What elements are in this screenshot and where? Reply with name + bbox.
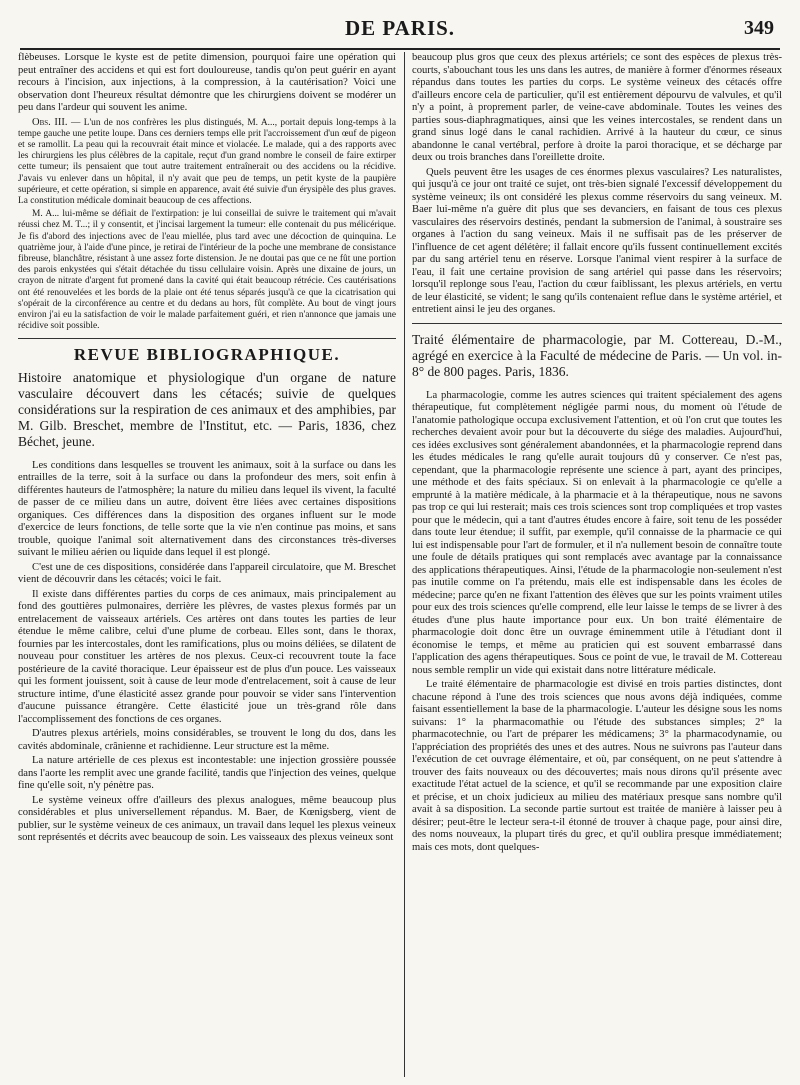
paragraph: C'est une de ces dispositions, considérée dans l'appareil circulatoire, que M. Breschet vient de découvrir dans les cétacés; voici le fait. [18, 561, 396, 586]
paragraph: beaucoup plus gros que ceux des plexus artériels; ce sont des espèces de plexus très-courts, s'abouchant tous les uns dans les autres, de manière à former d'énormes réseaux répandus dans toutes les parties du corps. Le système veineux des cétacés offre d'ailleurs encore cela de particulier, qu'il est entièrement dépourvu de valvules, et qu'il n'y a point, à proprement parler, de veine-cave abdominale. Toutes les veines des parties sous-diaphragmatiques, ainsi que les veines intercostales, se rendent dans un grand sinus logé dans le canal rachidien. Arrivé à la hauteur du cœur, ce sinus abandonne le canal vertébral, perfore à droite la paroi thoracique, et se décharge par deux ou trois branches dans l'oreillette droite. [412, 52, 782, 163]
right-column [412, 52, 782, 1080]
left-column [18, 52, 396, 1080]
divider [18, 338, 396, 339]
paragraph: Les conditions dans lesquelles se trouvent les animaux, soit à la surface ou dans les entrailles de la terre, soit à la surface ou dans la profondeur des mers, soit enfin à différentes hauteurs de l'atmosphère; la nature du milieu dans lequel ils vivent, la faculté de passer de ce milieu dans un autre, doivent être liées avec certaines dispositions organiques. Ces différences dans la disposition des organes influent sur le mode d'exercice de leurs fonctions, de telle sorte que la vie n'en continue pas moins, et sans trouble, quoique l'animal soit alternativement dans des circonstances très-diverses suivant le milieu aérien ou liquide dans lequel il est plongé. [18, 459, 396, 559]
observation-paragraph [18, 117, 396, 208]
paragraph: Quels peuvent être les usages de ces énormes plexus vasculaires? Les naturalistes, qui jusqu'à ce jour ont traité ce sujet, ont très-bien signalé l'excessif développement du système veineux; ils ont considéré les plexus comme réservoirs du sang veineux. M. Baer lui-même n'a guère dit plus que ses devanciers, en faisant de tous ces plexus vasculaires des réservoirs destinés, pendant la submersion de l'animal, à soustraire ses organes à l'action du sang veineux. Mais il ne suffisait pas de les préserver de l'influence de cet agent délétère; il fallait encore qu'ils fussent continuellement excités par du sang artériel tenu en réserve. Lorsque l'animal vient respirer à la surface de l'eau, il fait une certaine provision de sang artériel qui passe dans les réservoirs; lorsqu'il replonge sous l'eau, l'action du cœur faiblissant, les plexus artériels, en vertu de leur élasticité, se vident; le sang qu'ils contenaient reflue dans le système artériel, et entretient ainsi le jeu des organes. [412, 166, 782, 315]
paragraph: La pharmacologie, comme les autres sciences qui traitent spécialement des agens thérapeutique, fut complètement négligée parmi nous, du moment où l'étude de l'anatomie pathologique occupa exclusivement l'attention, et où l'on crut que toutes les recherches devaient avoir pour but la découverte du siége des maladies. Aujourd'hui, ces idées exclusives sont généralement abandonnées, et la pharmacologie reprend dans les études médicales le rang qu'elle aurait toujours dû y conserver. Ce n'est pas, cependant, que la pharmacologie représente une science à part, ayant des principes, une méthode et des faits spéciaux. Si on enlevait à la pharmacologie ce qu'elle a emprunté à la matière médicale, à la pharmacie et à la thérapeutique, nous ne savons pas trop ce qui lui resterait; mais ces trois sciences sont trop compliquées et trop vastes pour que le médecin, qui a tant d'autres études encore à faire, soit tenu de les posséder dans toute leur étendue; il suffit, par exemple, qu'il connaisse de la pharmacie ce qui lui est indispensable pour l'art de formuler, et il n'a nullement besoin de connaître toute une foule de détails pratiques qui sont remplacés avec avantage par la connaissance des applications thérapeutiques. Ainsi, l'étude de la pharmacologie non-seulement n'est pas inutile comme on l'a prétendu, mais elle est indispensable dans les écoles de médecine; parce qu'en ne fixant l'attention des élèves que sur les points vraiment utiles pour eux des trois sciences qu'elle comprend, elle leur laisse le temps de se livrer à des études d'une plus haute importance pour eux. Un bon traité élémentaire de pharmacologie doit donc être un ouvrage éminemment utile à l'étudiant dont il économise le temps, et même au praticien qui est souvent embarrassé dans l'application des agens thérapeutiques. Sous ce point de vue, le travail de M. Cottereau nous semble remplir un vide qui existait dans notre littérature médicale. [412, 389, 782, 676]
divider [412, 323, 782, 324]
observation-label: Obs. III. [32, 116, 68, 128]
paragraph: D'autres plexus artériels, moins considérables, se trouvent le long du dos, dans les cavités abdominale, crânienne et rachidienne. Leur structure est la même. [18, 728, 396, 752]
observation-paragraph: M. A... lui-même se défiait de l'extirpation: je lui conseillai de suivre le traitement qui m'avait réussi chez M. T...; il y consentit, et j'incisai largement la tumeur: elle contenait du pus mélicérique. Je fis d'abord des injections avec de l'eau miellée, plus tard avec une décoction de quinquina. Le quatrième jour, à l'aide d'une pince, je retirai de l'intérieur de la poche une membrane de consistance fibreuse, blanchâtre, résistant à une assez forte distension. Je ne doutai pas que ce ne fût une portion des parois enkystées qui s'était détachée du tissu cellulaire voisin. Après une dixaine de jours, un crayon de nitrate d'argent fut promené dans la cavité qui était beaucoup rétrécie. Ces cautérisations ont été renouvelées et les bords de la plaie ont été tenus séparés jusqu'à ce que la cicatrisation qui s'opérait de la circonférence au centre et du dedans au hors, fût complète. Au bout de vingt jours environ j'ai eu la satisfaction de voir le malade parfaitement guéri, et rien n'annonce que jamais une récidive soit possible. [18, 209, 396, 332]
paragraph: Le système veineux offre d'ailleurs des plexus analogues, même beaucoup plus considérables et plus universellement répandus. M. Baer, de Kœnigsberg, vient de publier, sur le système veineux de ces animaux, un travail dans lequel les plexus veineux sont représentés et décrits avec beaucoup de soin. Les vaisseaux des plexus veineux sont [18, 794, 396, 844]
column-divider [404, 52, 405, 1077]
observation-block [18, 117, 396, 333]
running-title: DE PARIS. [344, 16, 456, 40]
observation-text: — L'un de nos confrères les plus distingués, M. A..., portait depuis long-temps à la tempe gauche une petite loupe. Dans ces derniers temps elle prit l'accroissement d'un œuf de pigeon et se ramollit. La peau qui la recouvrait était mince et violacée. Le malade, qui a des rapports avec les chirurgiens les plus célèbres de la capitale, reçut d'un grand nombre le conseil de faire extirper cette tumeur; ils pensaient que tout autre traitement entraînerait ou des accidens ou la récidive. J'avais vu enlever dans un hôpital, il n'y avait que peu de temps, un petit kyste de la paupière supérieure, et cette opération, si simple en apparence, avait été suivie d'un érysipèle des plus graves. La constitution médicale dominait beaucoup de ces affections. [18, 117, 396, 206]
paragraph: flèbeuses. Lorsque le kyste est de petite dimension, pourquoi faire une opération qui peut entraîner des accidens et qui est fort douloureuse, tandis qu'on peut guérir en ayant recours à l'incision, aux injections, à la compression, à la cautérisation? Voici une observation dont l'heureux résultat démontre que les chirurgiens doivent se modérer un peu dans l'ardeur qui souvent les anime. [18, 52, 396, 113]
page-number: 349 [744, 17, 774, 39]
paragraph: La nature artérielle de ces plexus est incontestable: une injection grossière poussée dans l'aorte les remplit avec une grande facilité, tandis que l'injection des veines, quelque fine qu'elle soit, n'y pénètre pas. [18, 755, 396, 792]
review-book-title: Traité élémentaire de pharmacologie, par M. Cottereau, D.-M., agrégé en exercice à la Faculté de médecine de Paris. — Un vol. in-8° de 800 pages. Paris, 1836. [412, 331, 782, 379]
section-title: REVUE BIBLIOGRAPHIQUE. [73, 345, 341, 365]
review-book-title: Histoire anatomique et physiologique d'un organe de nature vasculaire découvert dans les cétacés; suivie de quelques considérations sur la respiration de ces animaux et des amphibies, par M. Gilb. Breschet, membre de l'Institut, etc. — Paris, 1836, chez Béchet, jeune. [18, 369, 396, 449]
paragraph: Le traité élémentaire de pharmacologie est divisé en trois parties distinctes, dont chacune répond à l'une des trois sciences que nous avons déjà indiquées, comme faisant essentiellement la base de la pharmacologie. L'auteur les désigne sous les noms suivans: 1° la pharmacomathie ou l'étude des substances simples; 2° la pharmacotechnie, ou l'art de préparer les médicamens; 3° la pharmacodynamie, ou l'appréciation des propriétés des unes et des autres. Nous ne suivrons pas l'auteur dans l'exécution de cet ouvrage élémentaire, et où, par conséquent, on ne peut s'attendre à trouver des faits nouveaux ou des découvertes; mais nous dirons qu'il présente avec exactitude l'état actuel de la science, et qu'il se recommande par une exposition claire et précise, et un choix judicieux au milieu des matériaux presque sans nombre qu'il avait à sa disposition. La seconde partie surtout est traitée de manière à laisser peu à désirer; peut-être le lecteur sera-t-il étonné de trouver à chaque page, pour ainsi dire, des noms nouveaux, la plupart tirés du grec, et qu'il oublira presque immédiatement; mais ces mots, dont quelques- [412, 679, 782, 853]
paragraph: Il existe dans différentes parties du corps de ces animaux, mais principalement au fond des gouttières pulmonaires, derrière les plèvres, de vastes plexus formés par un entrelacement de vaisseaux artériels. Ces artères ont dans toutes les parties de leur étendue le même calibre, celui d'une plume de corbeau. Elles sont, dans le thorax, fournies par les intercostales, dont les ramifications, plus ou moins déliées, se dilatent de nouveau pour constituer les artères de nos plexus. Ceux-ci recouvrent toute la face postérieure de la cavité thoracique. Leur épaisseur est de plus d'un pouce. Les vaisseaux qui les forment jouissent, soit à cause de leur mode d'entrelacement, soit à cause de leur structure intime, d'une élasticité assez grande pour pouvoir se vider sans l'intervention d'aucune puissance étrangère. Cette élasticité joue un très-grand rôle dans l'accomplissement des fonctions de ces organes. [18, 588, 396, 725]
page-header [20, 8, 780, 50]
